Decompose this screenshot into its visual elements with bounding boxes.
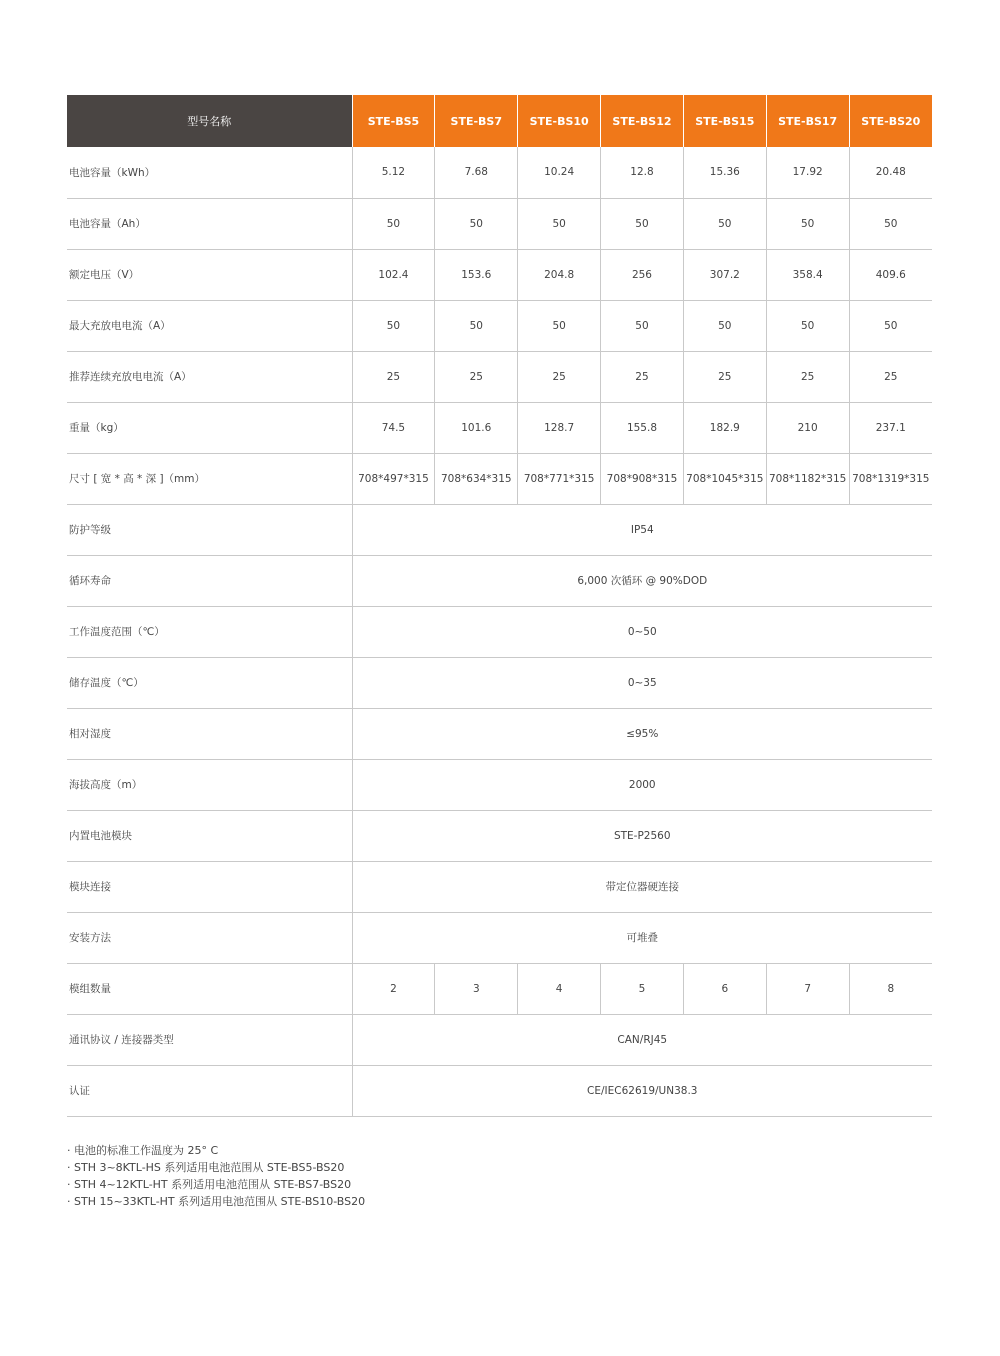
- spec-value-merged: 可堆叠: [352, 912, 932, 963]
- spec-value: 20.48: [849, 147, 932, 198]
- spec-value: 25: [766, 351, 849, 402]
- table-row: [67, 1014, 932, 1065]
- spec-value-merged: CE/IEC62619/UN38.3: [352, 1065, 932, 1116]
- spec-value: 256: [601, 249, 684, 300]
- spec-label: 安装方法: [67, 912, 352, 963]
- spec-value: 17.92: [766, 147, 849, 198]
- spec-value: 210: [766, 402, 849, 453]
- spec-value: 8: [849, 963, 932, 1014]
- table-row: [67, 555, 932, 606]
- spec-value: 12.8: [601, 147, 684, 198]
- model-header: STE-BS12: [601, 95, 684, 147]
- spec-value: 708*1045*315: [683, 453, 766, 504]
- spec-value: 50: [352, 198, 435, 249]
- spec-value: 50: [435, 300, 518, 351]
- table-row: [67, 708, 932, 759]
- spec-value: 50: [518, 198, 601, 249]
- spec-value: 153.6: [435, 249, 518, 300]
- spec-label: 模块连接: [67, 861, 352, 912]
- spec-value-merged: 2000: [352, 759, 932, 810]
- spec-label: 推荐连续充放电电流（A）: [67, 351, 352, 402]
- spec-label: 电池容量（Ah）: [67, 198, 352, 249]
- spec-value: 708*497*315: [352, 453, 435, 504]
- spec-value: 182.9: [683, 402, 766, 453]
- spec-value: 128.7: [518, 402, 601, 453]
- spec-value: 4: [518, 963, 601, 1014]
- spec-value: 2: [352, 963, 435, 1014]
- spec-label: 尺寸 [ 宽 * 高 * 深 ]（mm）: [67, 453, 352, 504]
- spec-value: 50: [766, 198, 849, 249]
- spec-value: 708*771*315: [518, 453, 601, 504]
- spec-value: 74.5: [352, 402, 435, 453]
- model-header: STE-BS5: [352, 95, 435, 147]
- spec-value: 5: [601, 963, 684, 1014]
- spec-label: 防护等级: [67, 504, 352, 555]
- table-row: [67, 351, 932, 402]
- table-row: [67, 1065, 932, 1116]
- spec-label: 最大充放电电流（A）: [67, 300, 352, 351]
- spec-value: 50: [849, 300, 932, 351]
- model-header: STE-BS20: [849, 95, 932, 147]
- spec-value: 237.1: [849, 402, 932, 453]
- table-row: [67, 147, 932, 198]
- spec-value: 50: [601, 300, 684, 351]
- spec-value: 708*1319*315: [849, 453, 932, 504]
- spec-value: 358.4: [766, 249, 849, 300]
- model-header: STE-BS15: [683, 95, 766, 147]
- spec-value: 101.6: [435, 402, 518, 453]
- spec-value-merged: 0~50: [352, 606, 932, 657]
- spec-value-merged: ≤95%: [352, 708, 932, 759]
- spec-value: 50: [766, 300, 849, 351]
- spec-value: 50: [435, 198, 518, 249]
- spec-value-merged: 6,000 次循环 @ 90%DOD: [352, 555, 932, 606]
- table-row: [67, 504, 932, 555]
- battery-spec-table: [67, 95, 932, 1117]
- footnote-line: · 电池的标准工作温度为 25° C: [67, 1144, 219, 1157]
- spec-value: 25: [352, 351, 435, 402]
- spec-label: 额定电压（V）: [67, 249, 352, 300]
- spec-value: 307.2: [683, 249, 766, 300]
- spec-value: 50: [683, 198, 766, 249]
- model-header: STE-BS17: [766, 95, 849, 147]
- spec-value: 3: [435, 963, 518, 1014]
- spec-value: 25: [683, 351, 766, 402]
- spec-value: 708*908*315: [601, 453, 684, 504]
- spec-value: 7.68: [435, 147, 518, 198]
- footnotes: [67, 1142, 365, 1210]
- spec-value: 50: [683, 300, 766, 351]
- spec-value: 5.12: [352, 147, 435, 198]
- spec-value: 25: [849, 351, 932, 402]
- spec-value: 409.6: [849, 249, 932, 300]
- spec-value: 10.24: [518, 147, 601, 198]
- spec-value: 50: [352, 300, 435, 351]
- spec-value: 50: [849, 198, 932, 249]
- table-row: [67, 912, 932, 963]
- model-header: STE-BS7: [435, 95, 518, 147]
- spec-label: 重量（kg）: [67, 402, 352, 453]
- table-row: [67, 453, 932, 504]
- footnote-line: · STH 15~33KTL-HT 系列适用电池范围从 STE-BS10-BS20: [67, 1195, 366, 1208]
- spec-label: 海拔高度（m）: [67, 759, 352, 810]
- spec-label: 认证: [67, 1065, 352, 1116]
- spec-label: 储存温度（℃）: [67, 657, 352, 708]
- spec-value: 50: [601, 198, 684, 249]
- spec-value: 204.8: [518, 249, 601, 300]
- spec-value: 50: [518, 300, 601, 351]
- table-row: [67, 861, 932, 912]
- model-name-header: 型号名称: [67, 95, 352, 147]
- table-row: [67, 402, 932, 453]
- spec-value: 25: [518, 351, 601, 402]
- spec-value-merged: 带定位器硬连接: [352, 861, 932, 912]
- spec-value: 6: [683, 963, 766, 1014]
- spec-value-merged: CAN/RJ45: [352, 1014, 932, 1065]
- spec-label: 相对湿度: [67, 708, 352, 759]
- table-row: [67, 249, 932, 300]
- spec-value: 708*634*315: [435, 453, 518, 504]
- spec-value: 102.4: [352, 249, 435, 300]
- spec-value-merged: STE-P2560: [352, 810, 932, 861]
- footnote-line: · STH 3~8KTL-HS 系列适用电池范围从 STE-BS5-BS20: [67, 1161, 345, 1174]
- spec-label: 工作温度范围（℃）: [67, 606, 352, 657]
- spec-value: 155.8: [601, 402, 684, 453]
- table-row: [67, 810, 932, 861]
- spec-value: 15.36: [683, 147, 766, 198]
- table-row: [67, 657, 932, 708]
- spec-value-merged: IP54: [352, 504, 932, 555]
- spec-label: 内置电池模块: [67, 810, 352, 861]
- table-row: [67, 198, 932, 249]
- spec-label: 模组数量: [67, 963, 352, 1014]
- spec-value-merged: 0~35: [352, 657, 932, 708]
- spec-label: 通讯协议 / 连接器类型: [67, 1014, 352, 1065]
- table-row: [67, 759, 932, 810]
- spec-value: 7: [766, 963, 849, 1014]
- footnote-line: · STH 4~12KTL-HT 系列适用电池范围从 STE-BS7-BS20: [67, 1178, 352, 1191]
- spec-value: 708*1182*315: [766, 453, 849, 504]
- spec-value: 25: [435, 351, 518, 402]
- spec-label: 循环寿命: [67, 555, 352, 606]
- header-row: [67, 95, 932, 147]
- spec-value: 25: [601, 351, 684, 402]
- table-row: [67, 300, 932, 351]
- model-header: STE-BS10: [518, 95, 601, 147]
- spec-label: 电池容量（kWh）: [67, 147, 352, 198]
- table-row: [67, 606, 932, 657]
- table-row: [67, 963, 932, 1014]
